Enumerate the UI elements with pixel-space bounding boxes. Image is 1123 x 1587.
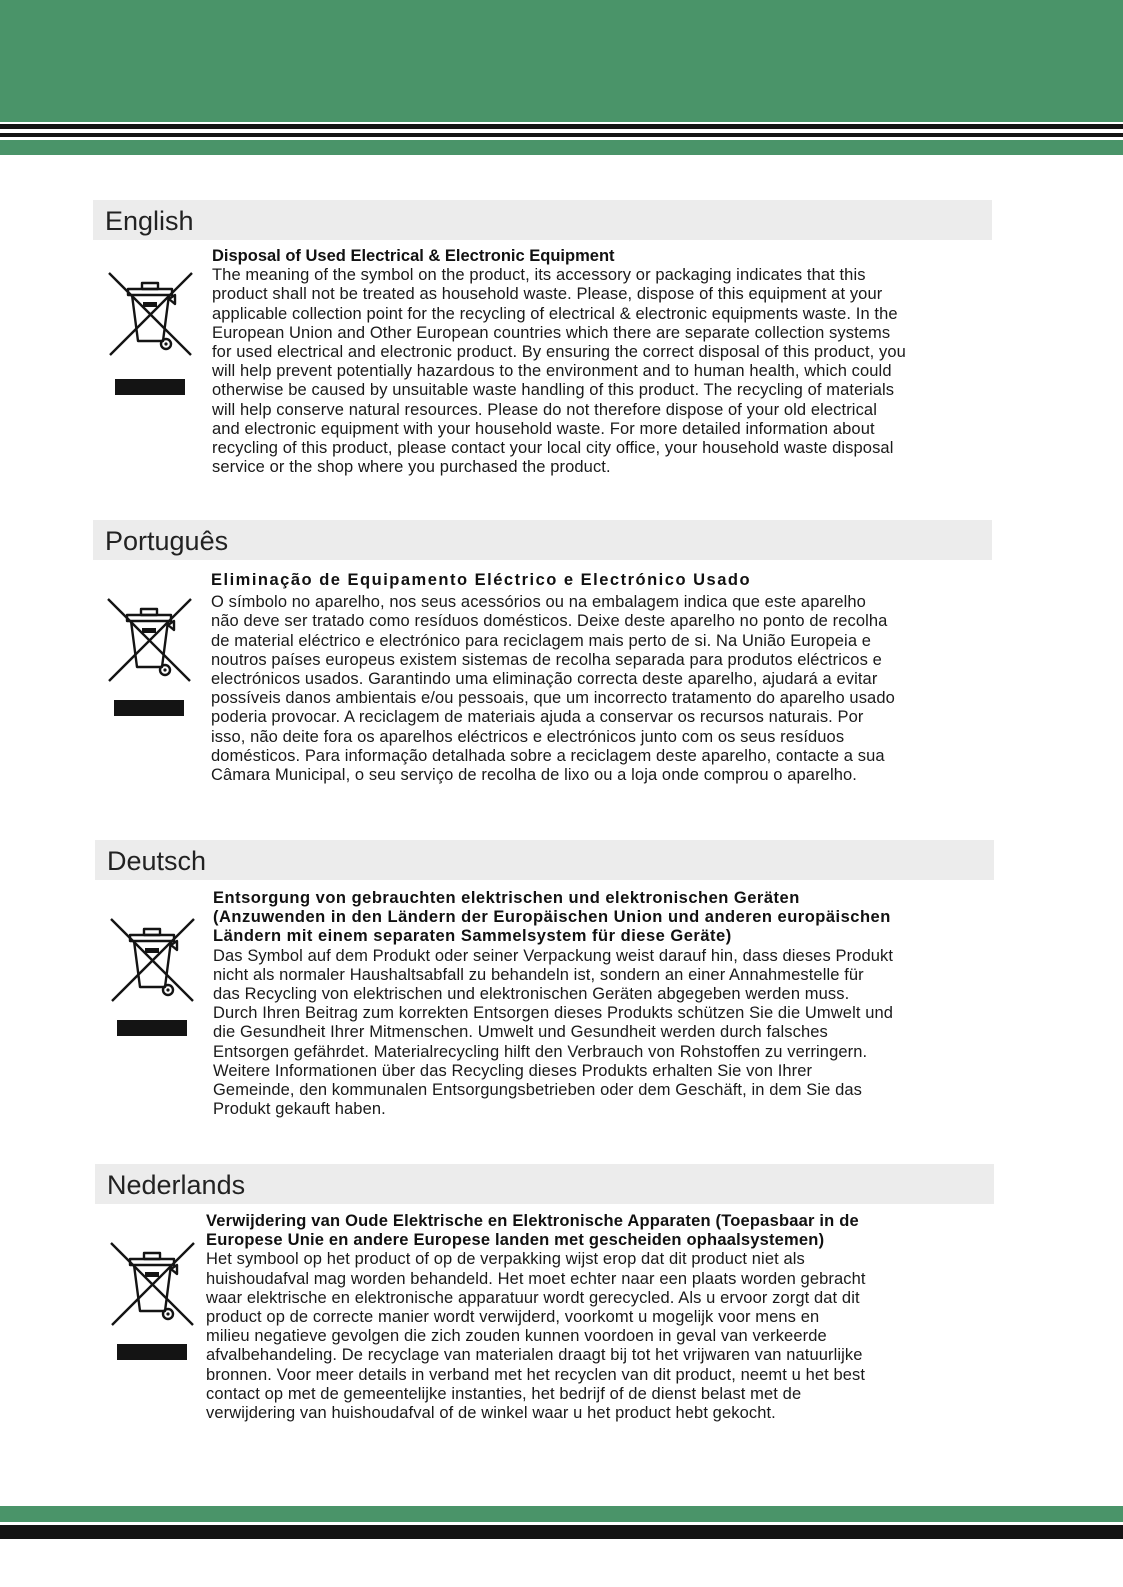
crossed-out-wheelie-bin-icon [104, 594, 194, 684]
body-text-line: contact op met de gemeentelijke instanties, het bedrijf of de dienst belast met de [206, 1384, 802, 1403]
body-text-line: Durch Ihren Beitrag zum korrekten Entsorgen dieses Produkts schützen Sie die Umwelt und [213, 1004, 894, 1023]
body-text-line: noutros países europeus existem sistemas de recolha separada para produtos eléctricos e [211, 650, 882, 669]
body-text-line: The meaning of the symbol on the product, its accessory or packaging indicates that this [212, 266, 866, 285]
section-language-title: English [105, 206, 194, 236]
body-text-line: de material eléctrico e electrónico para reciclagem mais perto de si. Na União Europeia e [211, 631, 872, 650]
body-text-line: European Union and Other European countries which there are separate collection systems [212, 323, 891, 342]
body-text-line: applicable collection point for the recycling of electrical & electronic equipments waste. In the [212, 304, 898, 323]
body-text-line: product op de correcte manier wordt verwijderd, voorkomt u mogelijk voor mens en [206, 1308, 820, 1327]
section-subject-title: Disposal of Used Electrical & Electronic Equipment [212, 247, 615, 265]
section-language-title: Deutsch [107, 846, 207, 876]
section-text [206, 1212, 866, 1423]
section-english [0, 200, 1123, 480]
section-heading-bar [95, 840, 994, 880]
section-heading-bar [93, 200, 992, 240]
crossed-out-wheelie-bin-icon [107, 914, 197, 1004]
header-stripe-2 [0, 133, 1123, 137]
body-text-line: Das Symbol auf dem Produkt oder seiner Verpackung weist darauf hin, dass dieses Produkt [213, 946, 894, 965]
body-text-line: O símbolo no aparelho, nos seus acessórios ou na embalagem indica que este aparelho [211, 593, 866, 612]
body-text-line: milieu negatieve gevolgen die zich zouden kunnen voordoen in geval van verkeerde [206, 1327, 827, 1346]
section-text [213, 889, 893, 1119]
section-nederlands [0, 1164, 1123, 1444]
body-text-line: nicht als normaler Haushaltsabfall zu behandeln ist, sondern an einer Annahmestelle für [213, 965, 864, 984]
body-text-line: isso, não deite fora os aparelhos eléctricos e electrónicos junto com os seus resíduos [211, 727, 845, 746]
body-text-line: recycling of this product, please contact your local city office, your household waste disposal [212, 439, 894, 458]
section-subject-title: Entsorgung von gebrauchten elektrischen und elektronischen Geräten [213, 889, 800, 907]
body-text-line: domésticos. Para informação detalhada sobre a reciclagem deste aparelho, contacte a sua [211, 746, 885, 765]
section-subject-title: Ländern mit einem separaten Sammelsystem für diese Geräte) [213, 927, 732, 946]
body-text-line: and electronic equipment with your household waste. For more detailed information about [212, 419, 875, 438]
section-subject-title: Europese Unie en andere Europese landen met gescheiden ophaalsystemen) [206, 1231, 825, 1250]
body-text-line: will help prevent potentially hazardous to the environment and to human health, which could [212, 362, 892, 381]
body-text-line: possíveis danos ambientais e/ou pessoais, que um incorrecto tratamento do aparelho usado [211, 689, 895, 708]
body-text-line: for used electrical and electronic product. By ensuring the correct disposal of this product, you [212, 343, 906, 362]
body-text-line: Weitere Informationen über das Recycling dieses Produkts erhalten Sie von Ihrer [213, 1061, 813, 1080]
body-text-line: afvalbehandeling. De recyclage van materialen draagt bij tot het vrijwaren van natuurlijke [206, 1346, 863, 1365]
symbol-black-bar [115, 379, 185, 395]
body-text-line: waar elektrische en elektronische apparatuur wordt gerecycled. Als u ervoor zorgt dat dit [206, 1288, 860, 1307]
body-text-line: die Gesundheit Ihrer Mitmenschen. Umwelt und Gesundheit werden durch falsches [213, 1023, 828, 1042]
symbol-black-bar [114, 700, 184, 716]
body-text-line: Entsorgen gefährdet. Materialrecycling hilft den Verbrauch von Rohstoffen zu verringern. [213, 1042, 868, 1061]
symbol-black-bar [117, 1344, 187, 1360]
body-text-line: verwijdering van huishoudafval of de winkel waar u het product hebt gekocht. [206, 1404, 776, 1423]
crossed-out-wheelie-bin-icon [105, 268, 195, 358]
symbol-black-bar [117, 1020, 187, 1036]
section-subject-title: (Anzuwenden in den Ländern der Europäischen Union und anderen europäischen [213, 908, 891, 927]
section-deutsch [0, 840, 1123, 1120]
footer-black-band [0, 1525, 1123, 1539]
body-text-line: electrónicos usados. Garantindo uma eliminação correcta deste aparelho, ajudará a evitar [211, 670, 878, 689]
body-text-line: will help conserve natural resources. Please do not therefore dispose of your old electrical [212, 400, 877, 419]
body-text-line: huishoudafval mag worden behandeld. Het moet echter naar een plaats worden gebracht [206, 1269, 866, 1288]
body-text-line: das Recycling von elektrischen und elektronischen Geräten abgegeben werden muss. [213, 985, 850, 1004]
body-text-line: service or the shop where you purchased the product. [212, 458, 611, 477]
section-text [211, 571, 895, 785]
section-subject-title: Verwijdering van Oude Elektrische en Elektronische Apparaten (Toepasbaar in de [206, 1212, 859, 1230]
section-portugues [0, 520, 1123, 800]
body-text-line: Gemeinde, den kommunalen Entsorgungsbetrieben oder dem Geschäft, in dem Sie das [213, 1081, 863, 1100]
section-text [212, 247, 906, 477]
crossed-out-wheelie-bin-icon [107, 1238, 197, 1328]
body-text-line: product shall not be treated as household waste. Please, dispose of this equipment at your [212, 285, 883, 304]
section-heading-bar [95, 1164, 994, 1204]
section-heading-bar [93, 520, 992, 560]
footer-green-band [0, 1506, 1123, 1522]
body-text-line: Produkt gekauft haben. [213, 1100, 386, 1119]
body-text-line: não deve ser tratado como resíduos domésticos. Deixe deste aparelho no ponto de recolha [211, 612, 888, 631]
body-text-line: bronnen. Voor meer details in verband met het recyclen van dit product, neemt u het best [206, 1365, 866, 1384]
section-language-title: Nederlands [107, 1170, 246, 1200]
body-text-line: Het symbool op het product of op de verpakking wijst erop dat dit product niet als [206, 1250, 805, 1269]
body-text-line: Câmara Municipal, o seu serviço de recolha de lixo ou a loja onde comprou o aparelho. [211, 766, 857, 785]
body-text-line: poderia provocar. A reciclagem de materiais ajuda a conservar os recursos naturais. Por [211, 708, 864, 727]
header-green-strip [0, 140, 1123, 155]
section-subject-title: Eliminação de Equipamento Eléctrico e Electrónico Usado [211, 571, 752, 589]
body-text-line: otherwise be caused by unsuitable waste handling of this product. The recycling of materials [212, 381, 895, 400]
header-green-band [0, 0, 1123, 122]
header-stripe-1 [0, 124, 1123, 129]
section-language-title: Português [105, 526, 229, 556]
